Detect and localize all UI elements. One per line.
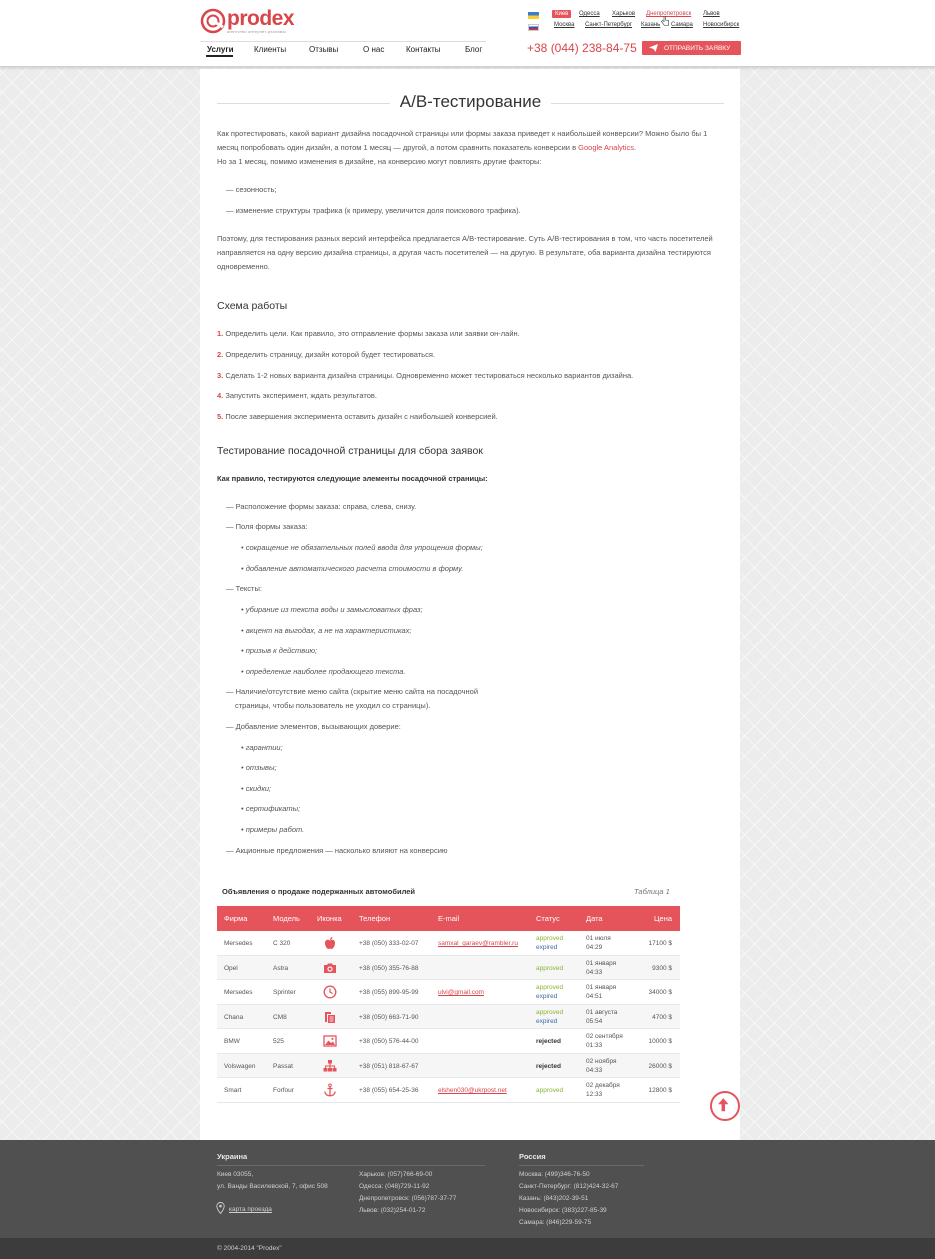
city-selector xyxy=(528,10,743,34)
city-kazan[interactable]: Казань xyxy=(641,22,661,28)
element-subitem: • гарантии; xyxy=(241,743,283,752)
element-item: — Наличие/отсутствие меню сайта (скрытие меню сайта на посадочной xyxy=(226,687,479,696)
city-kharkov[interactable]: Харьков xyxy=(612,11,636,17)
cell-date: 01 августа xyxy=(586,1008,618,1016)
city-spb[interactable]: Санкт-Петербург xyxy=(585,22,633,28)
table-caption: Объявления о продаже подержанных автомобилей xyxy=(222,887,416,896)
element-subitem: • скидки; xyxy=(241,784,272,793)
status-approved: approved xyxy=(536,984,564,991)
footer-ukraine-title: Украина xyxy=(217,1152,248,1161)
footer-divider xyxy=(519,1165,644,1166)
logo-icon xyxy=(200,8,226,34)
logo-text: prodex xyxy=(227,7,295,30)
element-subitem: • определение наиболее продающего текста. xyxy=(241,667,406,676)
table-number: Таблица 1 xyxy=(634,887,670,896)
cell-email-link[interactable]: samxal_garaev@rambler.ru xyxy=(438,940,518,947)
cell-price: 10000 $ xyxy=(648,1038,672,1045)
step-item: 4. Запустить эксперимент, ждать результатов. xyxy=(217,391,377,400)
cell-model: C 320 xyxy=(273,940,291,947)
element-subitem: • сокращение не обязательных полей ввода для упрощения формы; xyxy=(241,543,483,552)
cell-firm: Chana xyxy=(224,1013,244,1021)
site-header xyxy=(0,0,935,67)
ab-explanation-paragraph: Поэтому, для тестирования разных версий интерфейса предлагается A/B-тестирование. Суть A/B-тестирования в том, что часть посетителей направляется на одну версию дизайна страницы, а другая часть посетителей — на другую. В результате, оба варианта дизайна тестируются одновременно. xyxy=(217,234,713,271)
google-analytics-link[interactable]: Google Analytics xyxy=(578,143,635,152)
footer-phone: Одесса: (048)729-11-92 xyxy=(359,1183,430,1190)
status-expired: expired xyxy=(536,1017,558,1025)
cell-date: 02 декабря xyxy=(586,1082,620,1089)
city-novosibirsk[interactable]: Новосибирск xyxy=(703,22,740,28)
anchor-icon xyxy=(323,1083,337,1097)
cell-date: 02 ноября xyxy=(586,1057,617,1065)
element-item: — Акционные предложения — насколько влияют на конверсию xyxy=(226,846,448,855)
status-approved: approved xyxy=(536,1008,564,1016)
step-item: 3. Сделать 1-2 новых варианта дизайна страницы. Одновременно может тестироваться несколько вариантов дизайна. xyxy=(217,371,634,380)
copyright-bar xyxy=(0,1238,935,1259)
table-row xyxy=(217,1029,680,1054)
header-phone[interactable]: +38 (044) 238-84-75 xyxy=(527,41,637,55)
documents-icon xyxy=(323,1010,337,1024)
city-moscow[interactable]: Москва xyxy=(554,22,575,28)
map-directions-link[interactable]: карта проезда xyxy=(229,1206,272,1213)
cell-firm: Mersedes xyxy=(224,989,253,996)
cell-time: 04:33 xyxy=(586,968,603,976)
nav-clients[interactable]: Клиенты xyxy=(254,45,287,54)
table-row xyxy=(217,956,680,981)
footer-phone: Новосибирск: (383)227-85-39 xyxy=(519,1207,607,1214)
cell-phone: +38 (050) 663-71-90 xyxy=(359,1013,419,1021)
element-subitem: • добавление автоматического расчета стоимости в форму. xyxy=(241,564,464,573)
factor-item: — изменение структуры трафика (к примеру, увеличится доля поискового трафика). xyxy=(226,206,521,215)
element-subitem: • убирание из текста воды и замысловатых фраз; xyxy=(241,605,423,614)
page-title-row xyxy=(217,92,724,114)
element-subitem: • призыв к действию; xyxy=(241,646,318,655)
th-email[interactable]: E-mail xyxy=(438,914,460,923)
footer-phone: Санкт-Петербург: (812)424-32-67 xyxy=(519,1183,619,1190)
arrow-up-icon xyxy=(712,1093,738,1119)
scheme-heading: Схема работы xyxy=(217,300,288,312)
map-pin-icon xyxy=(216,1202,225,1214)
footer-phone: Львов: (032)254-01-72 xyxy=(359,1207,426,1214)
cell-price: 26000 $ xyxy=(648,1062,672,1070)
footer-phone: Казань: (843)202-39-51 xyxy=(519,1195,589,1202)
status-expired: expired xyxy=(536,944,558,951)
city-lvov[interactable]: Львов xyxy=(703,11,720,17)
cell-model: Astra xyxy=(273,964,289,972)
cell-model: Forfour xyxy=(273,1087,294,1094)
apple-icon xyxy=(323,936,337,950)
cell-firm: Mersedes xyxy=(224,940,253,947)
cell-date: 01 июля xyxy=(586,935,611,942)
table-row xyxy=(217,1078,680,1103)
status-rejected: rejected xyxy=(536,1062,561,1070)
cell-email-link[interactable]: ulvi@gmail.com xyxy=(438,989,484,996)
nav-contacts[interactable]: Контакты xyxy=(406,45,441,54)
element-subitem: • акцент на выгодах, а не на характеристиках; xyxy=(241,626,412,635)
status-expired: expired xyxy=(536,993,558,1000)
th-firm[interactable]: Фирма xyxy=(224,914,248,923)
cell-firm: Volswagen xyxy=(224,1062,256,1070)
table-row xyxy=(217,1005,680,1030)
cars-table xyxy=(217,906,680,1103)
cell-model: CM8 xyxy=(273,1013,287,1021)
th-phone[interactable]: Телефон xyxy=(359,914,391,923)
send-icon xyxy=(649,44,658,52)
page-title: A/B-тестирование xyxy=(217,92,724,112)
footer-phone: Днепропетровск: (056)787-37-77 xyxy=(359,1195,457,1202)
cell-price: 4700 $ xyxy=(652,1013,672,1021)
cell-time: 05:54 xyxy=(586,1017,603,1025)
status-approved: approved xyxy=(536,964,564,972)
step-item: 1. Определить цели. Как правило, это отправление формы заказа или заявки он-лайн. xyxy=(217,329,520,338)
cell-model: 525 xyxy=(273,1038,284,1045)
cell-price: 34000 $ xyxy=(648,989,672,996)
sitemap-icon xyxy=(323,1059,337,1073)
th-status[interactable]: Статус xyxy=(536,914,560,923)
th-model[interactable]: Модель xyxy=(273,914,300,923)
cell-phone: +38 (050) 333-02-07 xyxy=(359,940,419,947)
nav-blog[interactable]: Блог xyxy=(465,45,483,54)
city-samara[interactable]: Самара xyxy=(671,22,693,28)
copyright-text: © 2004-2014 "Prodex" xyxy=(217,1245,282,1252)
main-content xyxy=(200,69,740,1140)
cell-price: 17100 $ xyxy=(648,940,672,947)
th-icon[interactable]: Иконка xyxy=(317,914,342,923)
element-item: — Тексты: xyxy=(226,584,262,593)
element-subitem: • сертификаты; xyxy=(241,804,301,813)
table-row xyxy=(217,980,680,1005)
nav-active-underline xyxy=(206,55,233,57)
site-footer xyxy=(0,1140,935,1238)
ukraine-flag-icon xyxy=(528,12,539,19)
cell-firm: Smart xyxy=(224,1087,242,1094)
cell-phone: +38 (055) 654-25-36 xyxy=(359,1087,419,1094)
nav-about[interactable]: О нас xyxy=(363,45,385,54)
cell-time: 01:33 xyxy=(586,1042,603,1049)
step-item: 2. Определить страницу, дизайн которой будет тестироваться. xyxy=(217,350,435,359)
cell-time: 12:33 xyxy=(586,1091,603,1098)
cell-model: Passat xyxy=(273,1062,293,1070)
city-kiev[interactable]: Киев xyxy=(552,10,571,18)
cell-phone: +38 (051) 818-67-67 xyxy=(359,1062,419,1070)
cell-price: 9300 $ xyxy=(652,964,672,972)
cell-firm: Opel xyxy=(224,964,238,972)
th-date[interactable]: Дата xyxy=(586,914,603,923)
status-rejected: rejected xyxy=(536,1038,561,1045)
element-item-cont: страницы, чтобы пользователь не уходил со страницы). xyxy=(235,701,431,710)
logo[interactable] xyxy=(200,8,310,34)
cell-phone: +38 (050) 355-76-88 xyxy=(359,964,419,972)
status-approved: approved xyxy=(536,935,564,942)
factor-item: — сезонность; xyxy=(226,185,277,194)
cell-model: Sprinter xyxy=(273,989,296,996)
element-subitem: • примеры работ. xyxy=(241,825,305,834)
clock-icon xyxy=(323,985,337,999)
scroll-to-top-button[interactable] xyxy=(710,1091,740,1121)
footer-divider xyxy=(217,1165,485,1166)
cell-date: 01 января xyxy=(586,959,617,967)
cell-time: 04:33 xyxy=(586,1066,603,1074)
footer-phone: Харьков: (057)766-69-00 xyxy=(359,1171,433,1178)
hand-cursor-icon xyxy=(661,16,669,26)
cell-time: 04:29 xyxy=(586,944,603,951)
status-approved: approved xyxy=(536,1087,564,1094)
russia-flag-icon xyxy=(528,24,539,31)
main-nav xyxy=(200,41,486,59)
cell-email-link[interactable]: elshen030@ukrpost.net xyxy=(438,1087,507,1094)
element-item: — Расположение формы заказа: справа, слева, снизу. xyxy=(226,502,417,511)
cell-date: 01 января xyxy=(586,984,617,991)
element-subitem: • отзывы; xyxy=(241,763,277,772)
logo-tagline: агентство интернет-рекламы xyxy=(227,29,286,34)
cell-phone: +38 (055) 899-95-99 xyxy=(359,989,419,996)
footer-phone: Самара: (846)229-59-75 xyxy=(519,1219,592,1226)
element-item: — Поля формы заказа: xyxy=(226,522,308,531)
landing-heading: Тестирование посадочной страницы для сбора заявок xyxy=(217,445,483,457)
cell-date: 02 сентября xyxy=(586,1033,623,1040)
step-item: 5. После завершения эксперимента оставить дизайн с наибольшей конверсией. xyxy=(217,412,498,421)
camera-icon xyxy=(323,961,337,975)
nav-reviews[interactable]: Отзывы xyxy=(309,45,339,54)
th-price[interactable]: Цена xyxy=(654,914,673,923)
image-icon xyxy=(323,1034,337,1048)
nav-services[interactable]: Услуги xyxy=(207,45,234,54)
cell-phone: +38 (050) 576-44-00 xyxy=(359,1038,419,1045)
footer-address: ул. Ванды Василевской, 7, офис 508 xyxy=(217,1183,328,1190)
footer-phone: Москва: (499)346-76-50 xyxy=(519,1171,590,1178)
cell-time: 04:51 xyxy=(586,993,603,1000)
send-request-label: ОТПРАВИТЬ ЗАЯВКУ xyxy=(664,44,731,52)
cell-price: 12800 $ xyxy=(648,1087,672,1094)
element-item: — Добавление элементов, вызывающих доверие: xyxy=(226,722,401,731)
footer-address: Киев 03055, xyxy=(217,1171,254,1178)
send-request-button[interactable] xyxy=(642,41,741,55)
table-row xyxy=(217,1054,680,1079)
intro-paragraph: Как протестировать, какой вариант дизайна посадочной страницы или формы заказа приведет к наибольшей конверсии? Можно было бы 1 месяц попробовать один дизайн, а потом 1 месяц — другой, а потом сравнить показатель конверсии в Google Analytics. Но за 1 месяц, помимо изменения в дизайне, на конверсию могут повлиять другие факторы: xyxy=(217,129,708,166)
table-row xyxy=(217,931,680,956)
table-header xyxy=(217,906,680,931)
city-odessa[interactable]: Одесса xyxy=(579,11,600,17)
city-dnepropetrovsk[interactable]: Днепропетровск xyxy=(646,11,692,17)
footer-russia-title: Россия xyxy=(519,1152,546,1161)
landing-lead: Как правило, тестируются следующие элементы посадочной страницы: xyxy=(217,474,488,483)
cell-firm: BMW xyxy=(224,1038,240,1045)
